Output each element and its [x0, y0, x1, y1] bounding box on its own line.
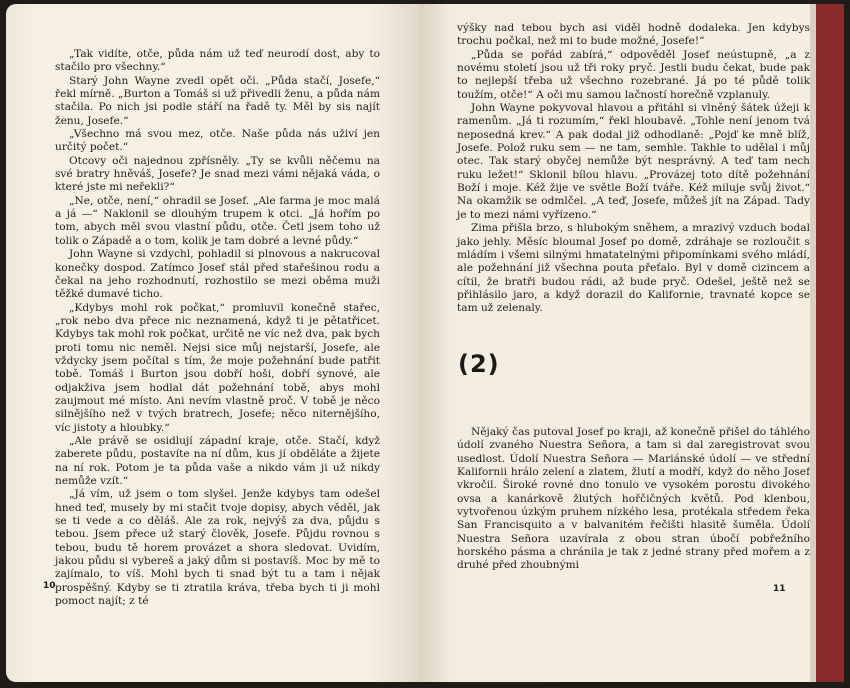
book-cover-edge	[816, 4, 844, 682]
paragraph: Zima přišla brzo, s hlubokým sněhem, a mrazivý vzduch bodal jako jehly. Měsíc bloumal Josef po domě, zdráhaje se rozloučit s mládím i všemi silnými hmatatelnými připomínkami svého mládí, ale požehnání již všechna pouta přeťalo. Byl v domě cizincem a cítil, že bratři budou rádi, až bude pryč. Odešel, ještě než se přihlásilo jaro, a když dorazil do Kalifornie, travnaté kopce se tam už zelenaly.	[457, 222, 810, 315]
chapter-text	[457, 426, 810, 573]
page-number: 10	[43, 581, 56, 591]
right-page-text	[457, 22, 810, 316]
paragraph: „Kdybys mohl rok počkat,“ promluvil konečně stařec, „rok nebo dva přece nic neznamená, když ti je pětatřicet. Kdybys tak mohl rok počkat, určitě ne víc než dva, pak bych proti tomu nic neměl. Nejsi sice můj nejstarší, Josefe, ale vždycky jsem počítal s tím, že moje požehnání bude patřit tobě. Tomáš i Burton jsou dobří hoši, dobří synové, ale odjakživa jsem hodlal dát požehnání tobě, abys mohl zaujmout mé místo. Ani nevím vlastně proč. V tobě je něco silnějšího než v tvých bratrech, Josefe; něco niternějšího, víc jistoty a hloubky.“	[55, 301, 380, 434]
left-page	[6, 4, 420, 682]
paragraph: John Wayne si vzdychl, pohladil si plnovous a nakrucoval konečky dospod. Zatímco Josef stál před stařešinou rodu a čekal na jeho rozhodnutí, rozhostilo se mezi oběma muži těžké dumavé ticho.	[55, 248, 380, 301]
left-page-text	[55, 48, 380, 608]
page-number: 11	[773, 584, 786, 594]
paragraph: John Wayne pokyvoval hlavou a přitáhl si vlněný šátek úžeji k ramenům. „Já ti rozumím,“ řekl hloubavě. „Tohle není jenom tvá neposedná krev.“ A pak dodal již odhodlaně: „Pojď ke mně blíž, Josefe. Polož ruku sem — ne tam, semhle. Takhle to udělal i můj otec. Tak starý obyčej nemůže být nesprávný. A teď tam nech ruku ležet!“ Sklonil bílou hlavu. „Provázej toto dítě požehnání Boží i moje. Kéž žije ve světle Boží tváře. Kéž miluje svůj život.“ Na okamžik se odmlčel. „A teď, Josefe, můžeš jít na Západ. Tady je to mezi námi vyřízeno.“	[457, 102, 810, 221]
paragraph: Nějaký čas putoval Josef po kraji, až konečně přišel do táhlého údolí zvaného Nuestra Señora, a tam si dal zaregistrovat svou usedlost. Údolí Nuestra Señora — Mariánské údolí — ve střední Kalifornii hrálo zelení a zlatem, žlutí a modří, když do něho Josef vkročil. Široké rovné dno tonulo ve vysokém porostu divokého ovsa a kanárkově žlutých hořčičných květů. Pod klenbou, vytvořenou úzkým pruhem nízkého lesa, protékala středem řeka San Francisquito a v balvanitém řečišti hlasitě šuměla. Údolí Nuestra Señora uzavírala z obou stran úbočí pobřežního horského pásma a chránila je tak z jedné strany před mořem a z druhé před zhoubnými	[457, 426, 810, 572]
chapter-number: (2)	[458, 350, 500, 378]
paragraph: „Já vím, už jsem o tom slyšel. Jenže kdybys tam odešel hned teď, musely by mi stačit tvoje dopisy, abych věděl, jak se ti vede a co děláš. Ale za rok, nejvýš za dva, půjdu s tebou. Jsem přece už starý člověk, Josefe. Půjdu rovnou s tebou, budu tě horem provázet a shora sledovat. Uvidím, jakou půdu si vybereš a jaký dům si postavíš. Moc by mě to zajímalo, to víš. Mohl bych ti snad být tu a tam i nějak prospěšný. Kdyby se ti ztratila kráva, třeba bych ti ji mohl pomoct najít; z té	[55, 488, 380, 608]
paragraph: „Všechno má svou mez, otče. Naše půda nás uživí jen určitý počet.“	[55, 128, 380, 154]
right-page	[420, 4, 816, 682]
paragraph: „Ne, otče, není,“ ohradil se Josef. „Ale farma je moc malá a já —“ Naklonil se dlouhým trupem k otci. „Já hořím po tom, abych měl svou vlastní půdu, otče. Četl jsem toho už tolik o Západě a o tom, kolik je tam dobré a levné půdy.“	[55, 194, 380, 247]
paragraph: Starý John Wayne zvedl opět oči. „Půda stačí, Josefe,“ řekl mírně. „Burton a Tomáš si už přivedli ženu, a půda nám stačila. Po nich jsi podle stáří na řadě ty. Měl by sis najít ženu, Josefe.“	[55, 74, 380, 127]
paragraph: „Ale právě se osidlují západní kraje, otče. Stačí, když zaberete půdu, postavíte na ní dům, kus jí obděláte a žijete na ní rok. Potom je ta půda vaše a nikdo vám ji už nikdy nemůže vzít.“	[55, 434, 380, 487]
paragraph: „Tak vidíte, otče, půda nám už teď neurodí dost, aby to stačilo pro všechny.“	[55, 48, 380, 74]
continued-paragraph: výšky nad tebou bych asi viděl hodně dodaleka. Jen kdybys trochu počkal, než mi to bude možné, Josefe!“	[457, 22, 810, 48]
paragraph: „Půda se pořád zabírá,“ odpověděl Josef neústupně, „a z novému století jsou už tři roky pryč. Jestli budu čekat, bude pak to nejlepší třeba už všechno rozebrané. Já po té půdě tolik toužím, otče!“ A oči mu samou lačností horečně vzplanuly.	[457, 48, 810, 101]
paragraph: Otcovy oči najednou zpřísněly. „Ty se kvůli něčemu na své bratry hněváš, Josefe? Je snad mezi vámi nějaká váda, o které jste mi neřekli?“	[55, 154, 380, 194]
book-spread	[6, 4, 844, 682]
